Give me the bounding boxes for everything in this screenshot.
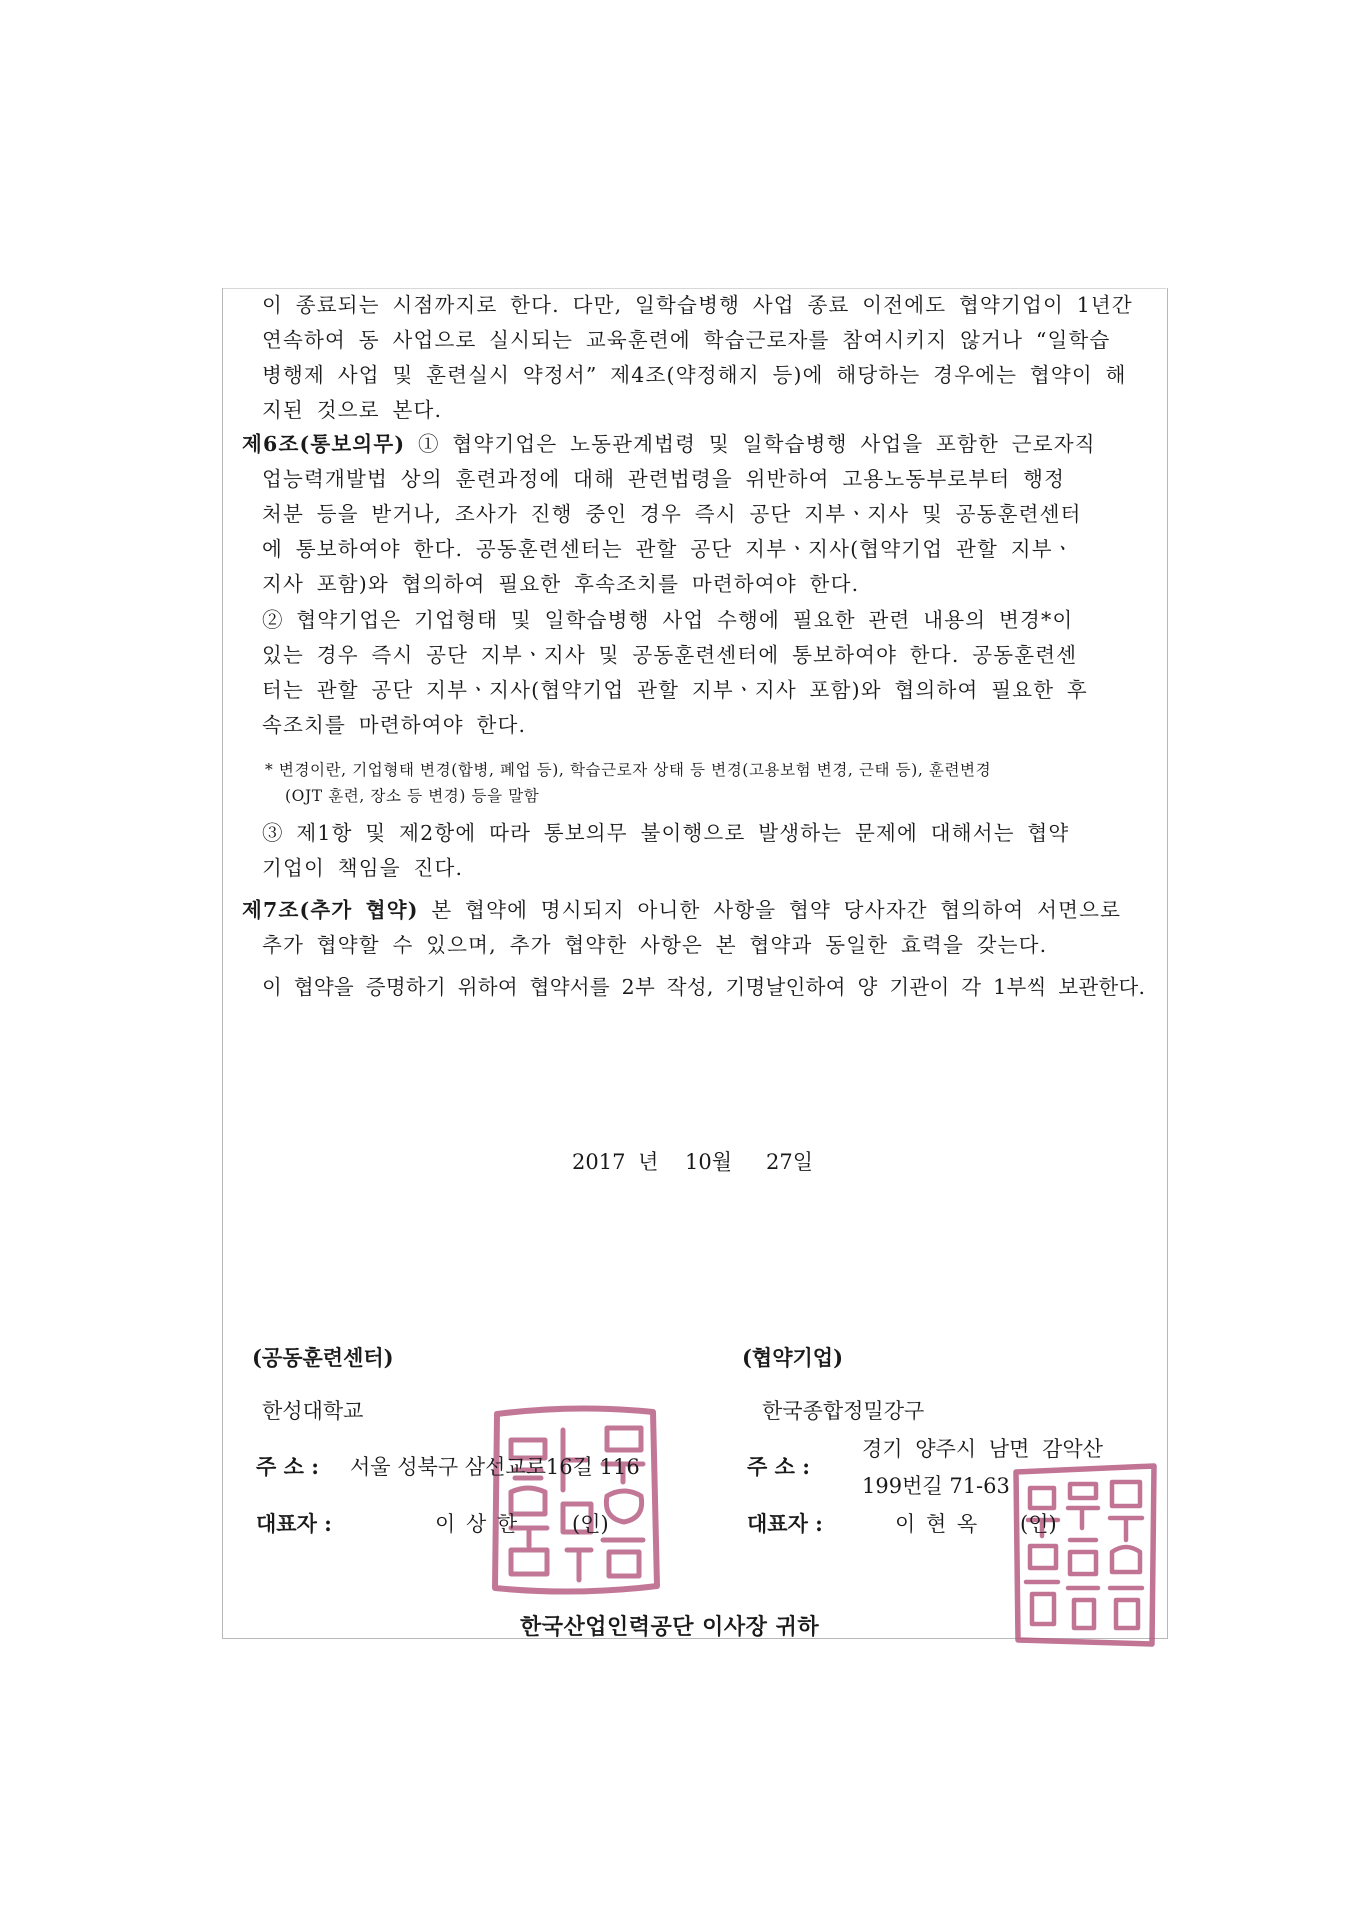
text-line: 이 종료되는 시점까지로 한다. 다만, 일학습병행 사업 종료 이전에도 협약기업이 1년간 <box>262 293 1133 317</box>
article6-footnote <box>265 757 1145 809</box>
text-line: 터는 관할 공단 지부ㆍ지사(협약기업 관할 지부ㆍ지사 포함)와 협의하여 필요한 후 <box>262 678 1088 702</box>
left-party-heading: (공동훈련센터) <box>252 1345 394 1370</box>
text-line <box>242 427 1146 462</box>
text-line: 연속하여 동 사업으로 실시되는 교육훈련에 학습근로자를 참여시키지 않거나 “일학습 <box>262 328 1111 352</box>
text-line: (OJT 훈련, 장소 등 변경) 등을 말함 <box>285 787 540 805</box>
article6-para3 <box>262 816 1146 886</box>
date-day: 27일 <box>766 1150 814 1174</box>
text-line: 기업이 책임을 진다. <box>262 856 464 880</box>
text-line: ③ 제1항 및 제2항에 따라 통보의무 불이행으로 발생하는 문제에 대해서는 협약 <box>262 821 1070 845</box>
article6-heading: 제6조(통보의무) <box>242 432 406 456</box>
year-value: 2017 <box>572 1150 626 1174</box>
left-seal-mark: (인) <box>572 1512 609 1536</box>
right-address-label: 주 소 : <box>747 1454 810 1479</box>
text-line: 지된 것으로 본다. <box>262 398 443 422</box>
left-seal-stamp <box>485 1400 665 1600</box>
article7-heading: 제7조(추가 협약) <box>242 898 419 922</box>
article7-first: 본 협약에 명시되지 아니한 사항을 협약 당사자간 협의하여 서면으로 <box>418 898 1122 922</box>
right-rep-label: 대표자 : <box>747 1511 823 1536</box>
text-line: 업능력개발법 상의 훈련과정에 대해 관련법령을 위반하여 고용노동부로부터 행정 <box>262 467 1066 491</box>
text-line <box>242 893 1146 928</box>
text-line: 추가 협약할 수 있으며, 추가 협약한 사항은 본 협약과 동일한 효력을 갖는다. <box>262 933 1048 957</box>
right-party-name: 한국종합정밀강구 <box>762 1399 925 1423</box>
addressee: 한국산업인력공단 이사장 귀하 <box>520 1614 820 1640</box>
article5-tail <box>262 288 1146 428</box>
left-rep-name: 이 상 한 <box>435 1512 520 1536</box>
text-line: 속조치를 마련하여야 한다. <box>262 713 527 737</box>
right-address-line2: 199번길 71-63 <box>862 1474 1010 1498</box>
text-line: 있는 경우 즉시 공단 지부ㆍ지사 및 공동훈련센터에 통보하여야 한다. 공동훈련센 <box>262 643 1078 667</box>
year-unit: 년 <box>638 1150 659 1174</box>
date-month: 10월 <box>685 1150 733 1174</box>
right-seal-mark: (인) <box>1020 1512 1057 1536</box>
article6-para2 <box>262 603 1146 743</box>
date-year <box>572 1146 658 1176</box>
left-rep-label: 대표자 : <box>256 1511 332 1536</box>
text-line: ② 협약기업은 기업형태 및 일학습병행 사업 수행에 필요한 관련 내용의 변경*이 <box>262 608 1074 632</box>
left-address: 서울 성북구 삼선교로16길 116 <box>350 1455 640 1479</box>
text-line: * 변경이란, 기업형태 변경(합병, 폐업 등), 학습근로자 상태 등 변경(고용보험 변경, 근태 등), 훈련변경 <box>265 761 992 779</box>
left-address-label: 주 소 : <box>256 1454 319 1479</box>
right-party-heading: (협약기업) <box>742 1345 844 1370</box>
text-line: 이 협약을 증명하기 위하여 협약서를 2부 작성, 기명날인하여 양 기관이 각 1부씩 보관한다. <box>262 975 1146 999</box>
text-line: 처분 등을 받거나, 조사가 진행 중인 경우 즉시 공단 지부ㆍ지사 및 공동훈련센터 <box>262 502 1082 526</box>
right-address-line1: 경기 양주시 남면 감악산 <box>862 1437 1103 1461</box>
text-line: 에 통보하여야 한다. 공동훈련센터는 관할 공단 지부ㆍ지사(협약기업 관할 지부ㆍ <box>262 537 1074 561</box>
closing-statement <box>262 970 1146 1005</box>
article7 <box>242 893 1146 963</box>
text-line: 지사 포함)와 협의하여 필요한 후속조치를 마련하여야 한다. <box>262 572 860 596</box>
article6-para1-first: ① 협약기업은 노동관계법령 및 일학습병행 사업을 포함한 근로자직 <box>405 432 1096 456</box>
text-line: 병행제 사업 및 훈련실시 약정서” 제4조(약정해지 등)에 해당하는 경우에는 협약이 해 <box>262 363 1127 387</box>
left-party-name: 한성대학교 <box>262 1399 364 1423</box>
right-seal-stamp <box>1008 1460 1160 1648</box>
article6-para1 <box>242 427 1146 602</box>
right-rep-name: 이 현 옥 <box>895 1512 980 1536</box>
